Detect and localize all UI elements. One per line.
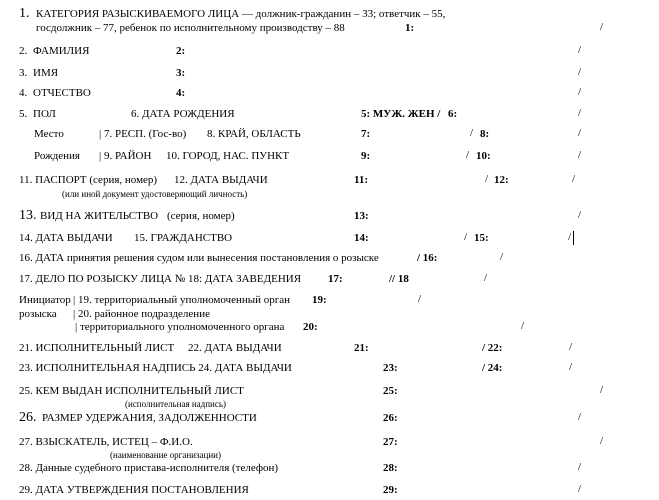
row7-slash: / (470, 127, 474, 139)
row13-note: (серия, номер) (167, 210, 235, 222)
row8-slash: / (578, 127, 582, 139)
row15-label: 15. ГРАЖДАНСТВО (134, 232, 233, 244)
row3-label: ИМЯ (33, 67, 59, 79)
row16-label: 16. ДАТА принятия решения судом или вынесения постановления о розыске (19, 252, 379, 264)
row9-slash: / (466, 149, 470, 161)
row2-code: 2: (176, 45, 186, 57)
search-label: розыска (19, 308, 57, 320)
row25-label: 25. КЕМ ВЫДАН ИСПОЛНИТЕЛЬНЫЙ ЛИСТ (19, 385, 244, 397)
row1-number: 1. (19, 6, 30, 21)
row21-code: 21: (354, 342, 369, 354)
row15-slash: / (568, 231, 572, 243)
row24-slash: / (569, 361, 573, 373)
row18-code: // 18 (389, 273, 409, 285)
row26-slash: / (578, 411, 582, 423)
row5-slash: / (578, 107, 582, 119)
row9-code: 9: (361, 150, 371, 162)
row15-code: 15: (474, 232, 489, 244)
row6-code: 6: (448, 108, 458, 120)
row28-label: 28. Данные судебного пристава-исполнителя (телефон) (19, 462, 279, 474)
row3-number: 3. (19, 67, 28, 79)
row20-label-line1: | 20. районное подразделение (73, 308, 210, 320)
row4-number: 4. (19, 87, 28, 99)
row10-code: 10: (476, 150, 491, 162)
row5-code: 5: МУЖ. ЖЕН / (361, 108, 441, 120)
row22-slash: / (569, 341, 573, 353)
row5-label: ПОЛ (33, 108, 56, 120)
row27-sublabel: (наименование организации) (110, 450, 221, 460)
row16-code: / 16: (417, 252, 438, 264)
row18-slash: / (484, 272, 488, 284)
row29-code: 29: (383, 484, 398, 496)
row13-number: 13. (19, 208, 37, 223)
row1-label-line2: госдолжник – 77, ребенок по исполнительному производству – 88 (36, 22, 345, 34)
birth-label: Рождения (34, 150, 80, 162)
row22-label: 22. ДАТА ВЫДАЧИ (188, 342, 282, 354)
row13-label: ВИД НА ЖИТЕЛЬСТВО (40, 210, 159, 222)
row6-label: 6. ДАТА РОЖДЕНИЯ (131, 108, 235, 120)
row29-slash: / (578, 483, 582, 495)
row14-slash: / (464, 231, 468, 243)
row22-code: / 22: (482, 342, 503, 354)
row11-slash: / (485, 173, 489, 185)
row1-label-line1: КАТЕГОРИЯ РАЗЫСКИВАЕМОГО ЛИЦА — должник-гражданин – 33; ответчик – 55, (36, 8, 446, 20)
row7-code: 7: (361, 128, 371, 140)
row26-label: РАЗМЕР УДЕРЖАНИЯ, ЗАДОЛЖЕННОСТИ (42, 412, 257, 424)
row2-label: ФАМИЛИЯ (33, 45, 90, 57)
row2-slash: / (578, 44, 582, 56)
row8-label: 8. КРАЙ, ОБЛАСТЬ (207, 128, 301, 140)
row3-code: 3: (176, 67, 186, 79)
row17-label: 17. ДЕЛО ПО РОЗЫСКУ ЛИЦА № 18: ДАТА ЗАВЕДЕНИЯ (19, 273, 302, 285)
row11-sublabel: (или иной документ удостоверяющий личность) (62, 189, 248, 199)
row25-code: 25: (383, 385, 398, 397)
row1-code: 1: (405, 22, 415, 34)
row14-label: 14. ДАТА ВЫДАЧИ (19, 232, 113, 244)
row13-code: 13: (354, 210, 369, 222)
row11-code: 11: (354, 174, 369, 186)
row3-slash: / (578, 66, 582, 78)
row26-number: 26. (19, 410, 37, 425)
row29-label: 29. ДАТА УТВЕРЖДЕНИЯ ПОСТАНОВЛЕНИЯ (19, 484, 249, 496)
row27-code: 27: (383, 436, 398, 448)
row13-slash: / (578, 209, 582, 221)
row14-code: 14: (354, 232, 369, 244)
row28-code: 28: (383, 462, 398, 474)
row25-sublabel: (исполнительная надпись) (125, 399, 226, 409)
row2-number: 2. (19, 45, 28, 57)
initiator-label: Инициатор (19, 294, 71, 306)
row19-slash: / (418, 293, 422, 305)
row20-label-line2: | территориального уполномоченного органа (75, 321, 285, 333)
row27-slash: / (600, 435, 604, 447)
row20-code: 20: (303, 321, 318, 333)
row19-label: | 19. территориальный уполномоченный орган (73, 294, 291, 306)
row19-code: 19: (312, 294, 327, 306)
row4-label: ОТЧЕСТВО (33, 87, 91, 99)
row24-code: / 24: (482, 362, 503, 374)
row5-number: 5. (19, 108, 28, 120)
row26-code: 26: (383, 412, 398, 424)
row10-label: 10. ГОРОД, НАС. ПУНКТ (166, 150, 290, 162)
row20-slash: / (521, 320, 525, 332)
row23-code: 23: (383, 362, 398, 374)
row1-slash: / (600, 21, 604, 33)
row21-label: 21. ИСПОЛНИТЕЛЬНЫЙ ЛИСТ (19, 342, 175, 354)
row28-slash: / (578, 461, 582, 473)
row25-slash: / (600, 384, 604, 396)
row12-label: 12. ДАТА ВЫДАЧИ (174, 174, 268, 186)
row12-code: 12: (494, 174, 509, 186)
text-cursor (573, 231, 574, 245)
row17-code: 17: (328, 273, 343, 285)
row4-code: 4: (176, 87, 186, 99)
row16-slash: / (500, 251, 504, 263)
place-label: Место (34, 128, 64, 140)
row10-slash: / (578, 149, 582, 161)
row12-slash: / (572, 173, 576, 185)
row11-label: 11. ПАСПОРТ (серия, номер) (19, 174, 158, 186)
row8-code: 8: (480, 128, 490, 140)
row23-label: 23. ИСПОЛНИТЕЛЬНАЯ НАДПИСЬ 24. ДАТА ВЫДАЧИ (19, 362, 292, 374)
row27-label: 27. ВЗЫСКАТЕЛЬ, ИСТЕЦ – Ф.И.О. (19, 436, 193, 448)
row9-label: | 9. РАЙОН (99, 150, 152, 162)
row7-label: | 7. РЕСП. (Гос-во) (99, 128, 187, 140)
row4-slash: / (578, 86, 582, 98)
